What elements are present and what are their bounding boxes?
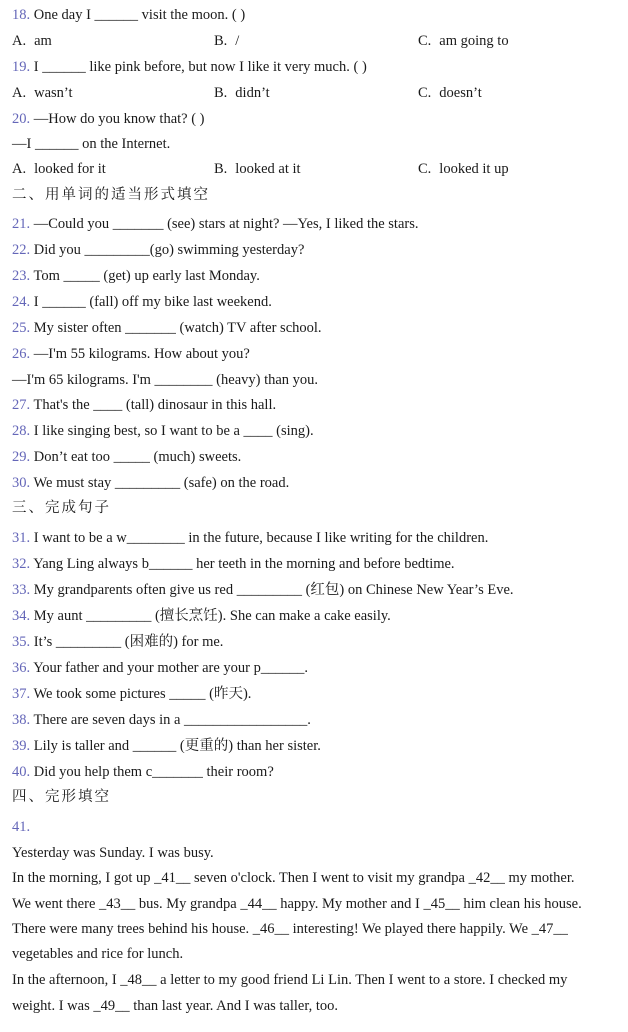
question-20 — [12, 108, 624, 130]
option-c[interactable]: C. looked it up — [418, 161, 509, 177]
question-37: 37. We took some pictures _____ (昨天). — [12, 686, 252, 702]
question-18-options — [12, 30, 624, 52]
question-29: 29. Don’t eat too _____ (much) sweets. — [12, 449, 242, 465]
option-a[interactable]: A. looked for it — [12, 161, 106, 177]
question-41-number: 41. — [12, 819, 31, 835]
question-26-response: —I'm 65 kilograms. I'm ________ (heavy) than you. — [12, 372, 319, 388]
question-number: 19. — [12, 59, 31, 75]
cloze-line: Yesterday was Sunday. I was busy. — [12, 845, 214, 861]
question-text: —How do you know that? ( ) — [30, 111, 205, 127]
question-18 — [12, 4, 624, 26]
cloze-line: We went there _43__ bus. My grandpa _44__ happy. My mother and I _45__ him clean his house. — [12, 896, 582, 912]
question-21: 21. —Could you _______ (see) stars at night? —Yes, I liked the stars. — [12, 216, 419, 232]
option-b[interactable]: B. / — [214, 33, 240, 49]
cloze-line: weight. I was _49__ than last year. And I was taller, too. — [12, 998, 339, 1014]
question-34: 34. My aunt _________ (擅长烹饪). She can make a cake easily. — [12, 608, 391, 624]
question-number: 18. — [12, 7, 31, 23]
question-24: 24. I ______ (fall) off my bike last weekend. — [12, 294, 272, 310]
question-22: 22. Did you _________(go) swimming yesterday? — [12, 242, 305, 258]
question-27: 27. That's the ____ (tall) dinosaur in this hall. — [12, 397, 277, 413]
question-text: One day I ______ visit the moon. ( ) — [30, 7, 246, 23]
option-c[interactable]: C. doesn’t — [418, 85, 482, 101]
option-c[interactable]: C. am going to — [418, 33, 509, 49]
question-31: 31. I want to be a w________ in the future, because I like writing for the children. — [12, 530, 489, 546]
question-35: 35. It’s _________ (困难的) for me. — [12, 634, 224, 650]
question-25: 25. My sister often _______ (watch) TV after school. — [12, 320, 322, 336]
question-20-options — [12, 158, 624, 180]
question-number: 20. — [12, 111, 31, 127]
question-33: 33. My grandparents often give us red _________ (红包) on Chinese New Year’s Eve. — [12, 582, 514, 598]
question-20-response: —I ______ on the Internet. — [12, 136, 171, 152]
question-26: 26. —I'm 55 kilograms. How about you? — [12, 346, 250, 362]
question-30: 30. We must stay _________ (safe) on the road. — [12, 475, 290, 491]
option-b[interactable]: B. didn’t — [214, 85, 270, 101]
section-4-heading: 四、完形填空 — [12, 789, 111, 805]
section-3-heading: 三、完成句子 — [12, 500, 111, 516]
option-a[interactable]: A. wasn’t — [12, 85, 73, 101]
question-39: 39. Lily is taller and ______ (更重的) than her sister. — [12, 738, 321, 754]
option-a[interactable]: A. am — [12, 33, 52, 49]
question-36: 36. Your father and your mother are your p______. — [12, 660, 308, 676]
question-40: 40. Did you help them c_______ their room? — [12, 764, 274, 780]
question-28: 28. I like singing best, so I want to be a ____ (sing). — [12, 423, 314, 439]
cloze-line: vegetables and rice for lunch. — [12, 946, 184, 962]
question-19-options — [12, 82, 624, 104]
section-2-heading: 二、用单词的适当形式填空 — [12, 187, 210, 203]
cloze-line: There were many trees behind his house. _46__ interesting! We played there happily. We _47__ — [12, 921, 568, 937]
option-b[interactable]: B. looked at it — [214, 161, 301, 177]
cloze-line: In the afternoon, I _48__ a letter to my good friend Li Lin. Then I went to a store. I checked my — [12, 972, 568, 988]
cloze-line: In the morning, I got up _41__ seven o'clock. Then I went to visit my grandpa _42__ my mother. — [12, 870, 575, 886]
question-32: 32. Yang Ling always b______ her teeth in the morning and before bedtime. — [12, 556, 455, 572]
question-text: I ______ like pink before, but now I like it very much. ( ) — [30, 59, 367, 75]
question-23: 23. Tom _____ (get) up early last Monday. — [12, 268, 260, 284]
question-19 — [12, 56, 624, 78]
question-38: 38. There are seven days in a _________________. — [12, 712, 311, 728]
